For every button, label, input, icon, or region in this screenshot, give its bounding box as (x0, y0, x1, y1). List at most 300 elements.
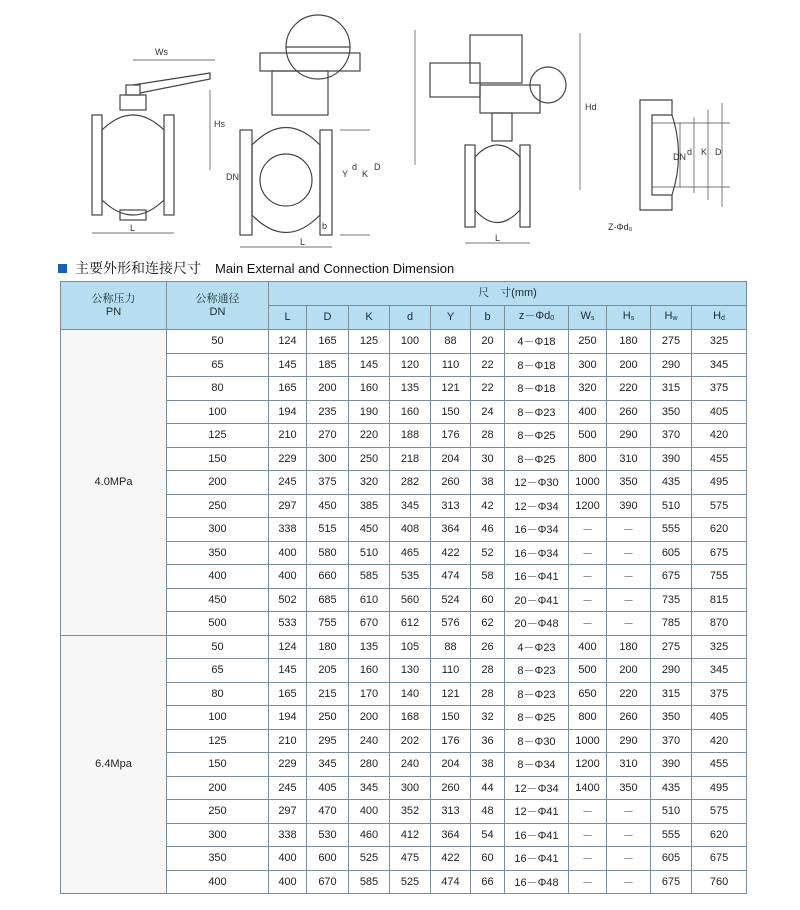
table-cell: 200 (307, 377, 349, 401)
table-cell: 320 (569, 377, 607, 401)
table-cell: 300 (307, 447, 349, 471)
table-cell: 60 (471, 847, 505, 871)
dn-cell: 300 (167, 518, 269, 542)
table-cell: 190 (349, 400, 390, 424)
table-cell: 36 (471, 729, 505, 753)
table-cell: 650 (569, 682, 607, 706)
table-cell: 338 (269, 518, 307, 542)
table-cell: 297 (269, 494, 307, 518)
table-cell: 870 (692, 612, 747, 636)
table-cell: 610 (349, 588, 390, 612)
table-cell: 200 (349, 706, 390, 730)
table-cell: 170 (349, 682, 390, 706)
table-cell: 8－Φ25 (505, 706, 569, 730)
table-cell: 315 (651, 682, 692, 706)
column-header (349, 306, 390, 330)
table-cell: － (607, 518, 651, 542)
header-pn-en: PN (105, 305, 122, 318)
table-cell: 345 (390, 494, 431, 518)
table-cell: 390 (607, 494, 651, 518)
table-cell: 345 (692, 659, 747, 683)
table-cell: 220 (607, 377, 651, 401)
table-cell: 555 (651, 518, 692, 542)
table-cell: 180 (607, 330, 651, 354)
table-cell: 533 (269, 612, 307, 636)
table-cell: 525 (390, 870, 431, 894)
table-cell: 290 (607, 729, 651, 753)
table-cell: 370 (651, 729, 692, 753)
table-cell: － (569, 800, 607, 824)
table-cell: 188 (390, 424, 431, 448)
table-cell: 405 (307, 776, 349, 800)
dn-cell: 450 (167, 588, 269, 612)
section-title-en: Main External and Connection Dimension (215, 260, 455, 276)
table-cell: 350 (607, 776, 651, 800)
table-cell: 502 (269, 588, 307, 612)
table-cell: 290 (651, 353, 692, 377)
header-dn-en: DN (209, 305, 226, 318)
table-cell: 500 (569, 424, 607, 448)
table-cell: 605 (651, 847, 692, 871)
table-cell: 375 (692, 377, 747, 401)
dimension-table (60, 281, 747, 894)
table-cell: 405 (692, 706, 747, 730)
header-dn-cn: 公称通径 (195, 292, 240, 305)
table-cell: 575 (692, 494, 747, 518)
table-cell: 8－Φ18 (505, 353, 569, 377)
column-header (569, 306, 607, 330)
table-cell: 400 (269, 847, 307, 871)
section-bullet-icon (58, 264, 67, 273)
column-header-label: W (580, 310, 591, 322)
table-cell: 450 (349, 518, 390, 542)
table-cell: 1000 (569, 729, 607, 753)
column-header-label: d (406, 311, 414, 323)
label-l-2: L (300, 237, 306, 247)
label-d-outer-2: D (715, 147, 722, 157)
dn-cell: 100 (167, 400, 269, 424)
dn-cell: 400 (167, 870, 269, 894)
table-header (61, 282, 747, 330)
table-cell: 250 (349, 447, 390, 471)
dn-cell: 250 (167, 494, 269, 518)
table-cell: 180 (307, 635, 349, 659)
table-cell: 460 (349, 823, 390, 847)
column-header (307, 306, 349, 330)
table-cell: 160 (390, 400, 431, 424)
section-heading (58, 259, 454, 277)
table-cell: 500 (569, 659, 607, 683)
table-cell: 8－Φ34 (505, 753, 569, 777)
table-cell: 176 (431, 729, 471, 753)
table-cell: 555 (651, 823, 692, 847)
table-cell: 260 (431, 471, 471, 495)
table-cell: 110 (431, 659, 471, 683)
table-cell: 310 (607, 447, 651, 471)
drawing-electric-valve (430, 33, 580, 243)
table-cell: 412 (390, 823, 431, 847)
table-cell: 121 (431, 377, 471, 401)
column-header-subscript: d (721, 315, 725, 322)
table-cell: 535 (390, 565, 431, 589)
table-cell: 350 (651, 706, 692, 730)
table-cell: 524 (431, 588, 471, 612)
column-header (471, 306, 505, 330)
table-cell: 1000 (569, 471, 607, 495)
table-cell: 200 (607, 659, 651, 683)
table-cell: 260 (431, 776, 471, 800)
column-header-label: L (284, 311, 291, 323)
table-cell: 150 (431, 706, 471, 730)
table-cell: 290 (607, 424, 651, 448)
table-cell: 210 (269, 424, 307, 448)
label-l-1: L (130, 223, 136, 233)
table-cell: 32 (471, 706, 505, 730)
table-cell: 755 (692, 565, 747, 589)
table-cell: 105 (390, 635, 431, 659)
section-title-cn: 主要外形和连接尺寸 (75, 260, 201, 276)
table-cell: 160 (349, 377, 390, 401)
table-cell: 345 (307, 753, 349, 777)
table-cell: 204 (431, 753, 471, 777)
dn-cell: 200 (167, 471, 269, 495)
table-cell: 325 (692, 635, 747, 659)
table-cell: 270 (307, 424, 349, 448)
header-dn (167, 282, 269, 330)
table-cell: 110 (431, 353, 471, 377)
table-cell: 12－Φ34 (505, 776, 569, 800)
table-cell: － (569, 518, 607, 542)
table-cell: 20 (471, 330, 505, 354)
column-header-label: H (622, 310, 631, 322)
table-cell: 145 (349, 353, 390, 377)
table-cell: 400 (269, 565, 307, 589)
column-header (692, 306, 747, 330)
column-header-label: K (365, 311, 373, 323)
table-cell: 515 (307, 518, 349, 542)
table-cell: 200 (607, 353, 651, 377)
table-cell: 165 (307, 330, 349, 354)
table-cell: 352 (390, 800, 431, 824)
table-cell: 510 (349, 541, 390, 565)
table-cell: 120 (390, 353, 431, 377)
table-cell: 325 (692, 330, 747, 354)
table-cell: 455 (692, 447, 747, 471)
table-cell: 220 (349, 424, 390, 448)
table-cell: 28 (471, 682, 505, 706)
table-cell: 215 (307, 682, 349, 706)
table-cell: 8－Φ23 (505, 682, 569, 706)
table-cell: 510 (651, 800, 692, 824)
table-cell: 30 (471, 447, 505, 471)
column-header (607, 306, 651, 330)
table-cell: 165 (269, 377, 307, 401)
table-cell: 315 (651, 377, 692, 401)
table-cell: 240 (349, 729, 390, 753)
label-d-1: d (352, 162, 358, 172)
table-cell: 675 (692, 847, 747, 871)
table-cell: 22 (471, 377, 505, 401)
table-cell: 44 (471, 776, 505, 800)
dn-cell: 500 (167, 612, 269, 636)
table-cell: 145 (269, 353, 307, 377)
table-cell: 475 (390, 847, 431, 871)
table-cell: 474 (431, 870, 471, 894)
drawing-lever-valve (92, 60, 215, 233)
table-cell: 54 (471, 823, 505, 847)
table-cell: 364 (431, 518, 471, 542)
table-cell: 60 (471, 588, 505, 612)
table-cell: 12－Φ41 (505, 800, 569, 824)
table-cell: 38 (471, 753, 505, 777)
table-cell: － (569, 565, 607, 589)
table-cell: 194 (269, 400, 307, 424)
dn-cell: 150 (167, 753, 269, 777)
table-cell: 422 (431, 541, 471, 565)
column-header-subscript: s (630, 315, 635, 322)
table-body (61, 330, 747, 894)
table-cell: 400 (349, 800, 390, 824)
table-cell: 400 (569, 635, 607, 659)
table-cell: 675 (651, 565, 692, 589)
table-cell: 495 (692, 471, 747, 495)
table-cell: 42 (471, 494, 505, 518)
table-cell: 755 (307, 612, 349, 636)
table-cell: 1200 (569, 494, 607, 518)
table-cell: 245 (269, 471, 307, 495)
table-cell: 435 (651, 471, 692, 495)
dn-cell: 125 (167, 424, 269, 448)
table-cell: 275 (651, 635, 692, 659)
label-b: b (322, 221, 328, 231)
dn-cell: 50 (167, 635, 269, 659)
table-cell: 685 (307, 588, 349, 612)
table-cell: 28 (471, 424, 505, 448)
table-cell: － (607, 823, 651, 847)
table-cell: 580 (307, 541, 349, 565)
table-cell: 370 (651, 424, 692, 448)
label-y: Y (342, 169, 349, 179)
column-header-label: H (713, 310, 722, 322)
label-k-1: K (362, 169, 369, 179)
table-cell: 58 (471, 565, 505, 589)
table-cell: 218 (390, 447, 431, 471)
column-header-label: b (484, 311, 491, 323)
table-cell: － (607, 588, 651, 612)
column-header (390, 306, 431, 330)
table-cell: 229 (269, 753, 307, 777)
column-header-label: H (664, 310, 673, 322)
column-header (651, 306, 692, 330)
table-cell: 194 (269, 706, 307, 730)
table-cell: 16－Φ41 (505, 847, 569, 871)
table-cell: 282 (390, 471, 431, 495)
table-cell: 575 (692, 800, 747, 824)
table-cell: 48 (471, 800, 505, 824)
table-cell: 455 (692, 753, 747, 777)
table-cell: 16－Φ48 (505, 870, 569, 894)
table-cell: 800 (569, 447, 607, 471)
table-cell: 8－Φ23 (505, 400, 569, 424)
table-cell: － (569, 612, 607, 636)
table-cell: 121 (431, 682, 471, 706)
table-cell: 185 (307, 353, 349, 377)
column-header-subscript: s (590, 315, 595, 322)
table-cell: 510 (651, 494, 692, 518)
table-cell: 135 (349, 635, 390, 659)
table-cell: 420 (692, 424, 747, 448)
table-cell: 620 (692, 518, 747, 542)
table-cell: 605 (651, 541, 692, 565)
table-cell: 125 (349, 330, 390, 354)
column-header (505, 306, 569, 330)
table-cell: 204 (431, 447, 471, 471)
table-cell: 300 (390, 776, 431, 800)
table-cell: 8－Φ23 (505, 659, 569, 683)
label-z-phi-d0: Z-Φd₀ (608, 222, 633, 232)
dn-cell: 250 (167, 800, 269, 824)
table-cell: － (607, 565, 651, 589)
table-cell: 1200 (569, 753, 607, 777)
valve-drawings (40, 5, 760, 255)
table-cell: 338 (269, 823, 307, 847)
table-cell: 8－Φ25 (505, 424, 569, 448)
table-cell: 400 (269, 870, 307, 894)
table-cell: 585 (349, 565, 390, 589)
table-cell: 375 (307, 471, 349, 495)
table-cell: 16－Φ41 (505, 823, 569, 847)
dn-cell: 65 (167, 353, 269, 377)
table-cell: － (569, 847, 607, 871)
table-cell: 140 (390, 682, 431, 706)
table-cell: 8－Φ25 (505, 447, 569, 471)
table-cell: 525 (349, 847, 390, 871)
table-cell: 8－Φ30 (505, 729, 569, 753)
dn-cell: 80 (167, 682, 269, 706)
table-cell: 735 (651, 588, 692, 612)
table-cell: 560 (390, 588, 431, 612)
table-cell: 470 (307, 800, 349, 824)
dn-cell: 125 (167, 729, 269, 753)
table-cell: 670 (307, 870, 349, 894)
table-cell: 390 (651, 447, 692, 471)
label-d-2: d (687, 147, 693, 157)
table-cell: 52 (471, 541, 505, 565)
table-cell: 300 (569, 353, 607, 377)
table-cell: 168 (390, 706, 431, 730)
column-header-label: z－Φd (518, 310, 551, 322)
table-cell: － (607, 612, 651, 636)
column-header (269, 306, 307, 330)
table-cell: 250 (569, 330, 607, 354)
column-header-subscript: w (672, 315, 678, 322)
drawing-gear-valve (240, 15, 415, 247)
table-cell: 670 (349, 612, 390, 636)
table-cell: 310 (607, 753, 651, 777)
dn-cell: 80 (167, 377, 269, 401)
dn-cell: 350 (167, 541, 269, 565)
table-cell: 364 (431, 823, 471, 847)
table-cell: 675 (651, 870, 692, 894)
table-cell: 422 (431, 847, 471, 871)
column-header-label: Y (446, 311, 455, 323)
dn-cell: 100 (167, 706, 269, 730)
table-cell: 815 (692, 588, 747, 612)
table-cell: 405 (692, 400, 747, 424)
table-cell: 620 (692, 823, 747, 847)
header-pn-cn: 公称压力 (91, 292, 136, 305)
table-cell: 530 (307, 823, 349, 847)
table-cell: 600 (307, 847, 349, 871)
table-cell: 20－Φ41 (505, 588, 569, 612)
dn-cell: 65 (167, 659, 269, 683)
table-cell: 400 (269, 541, 307, 565)
table-cell: － (607, 541, 651, 565)
label-l-3: L (495, 233, 501, 243)
table-cell: 345 (692, 353, 747, 377)
table-cell: 800 (569, 706, 607, 730)
table-cell: 245 (269, 776, 307, 800)
table-cell: 100 (390, 330, 431, 354)
pn-cell: 6.4Mpa (61, 635, 167, 894)
dn-cell: 300 (167, 823, 269, 847)
table-cell: 24 (471, 400, 505, 424)
table-cell: 576 (431, 612, 471, 636)
table-cell: 160 (349, 659, 390, 683)
table-cell: 150 (431, 400, 471, 424)
table-cell: 280 (349, 753, 390, 777)
label-dn-2: DN (673, 152, 686, 162)
table-cell: 408 (390, 518, 431, 542)
table-cell: 350 (651, 400, 692, 424)
table-cell: 585 (349, 870, 390, 894)
table-cell: － (569, 870, 607, 894)
table-cell: 760 (692, 870, 747, 894)
table-cell: 20－Φ48 (505, 612, 569, 636)
table-row (61, 330, 747, 354)
table-cell: 785 (651, 612, 692, 636)
label-hd: Hd (585, 102, 597, 112)
table-cell: 16－Φ41 (505, 565, 569, 589)
table-cell: 1400 (569, 776, 607, 800)
table-cell: 130 (390, 659, 431, 683)
table-cell: 420 (692, 729, 747, 753)
table-cell: 250 (307, 706, 349, 730)
table-cell: 313 (431, 800, 471, 824)
table-cell: 313 (431, 494, 471, 518)
table-row (61, 635, 747, 659)
table-cell: 660 (307, 565, 349, 589)
table-cell: 22 (471, 353, 505, 377)
table-cell: 297 (269, 800, 307, 824)
label-d-outer-1: D (374, 162, 381, 172)
table-cell: 12－Φ30 (505, 471, 569, 495)
table-cell: 4－Φ23 (505, 635, 569, 659)
drawing-dimension-labels (130, 47, 722, 247)
dn-cell: 400 (167, 565, 269, 589)
table-cell: 88 (431, 330, 471, 354)
table-cell: 675 (692, 541, 747, 565)
header-dimension-group: 尺 寸(mm) (269, 282, 747, 306)
table-cell: 260 (607, 706, 651, 730)
table-cell: － (569, 541, 607, 565)
table-cell: 135 (390, 377, 431, 401)
label-ws: Ws (155, 47, 168, 57)
table-cell: － (569, 823, 607, 847)
table-cell: 16－Φ34 (505, 541, 569, 565)
column-header-subscript: 0 (550, 315, 555, 322)
table-cell: 210 (269, 729, 307, 753)
